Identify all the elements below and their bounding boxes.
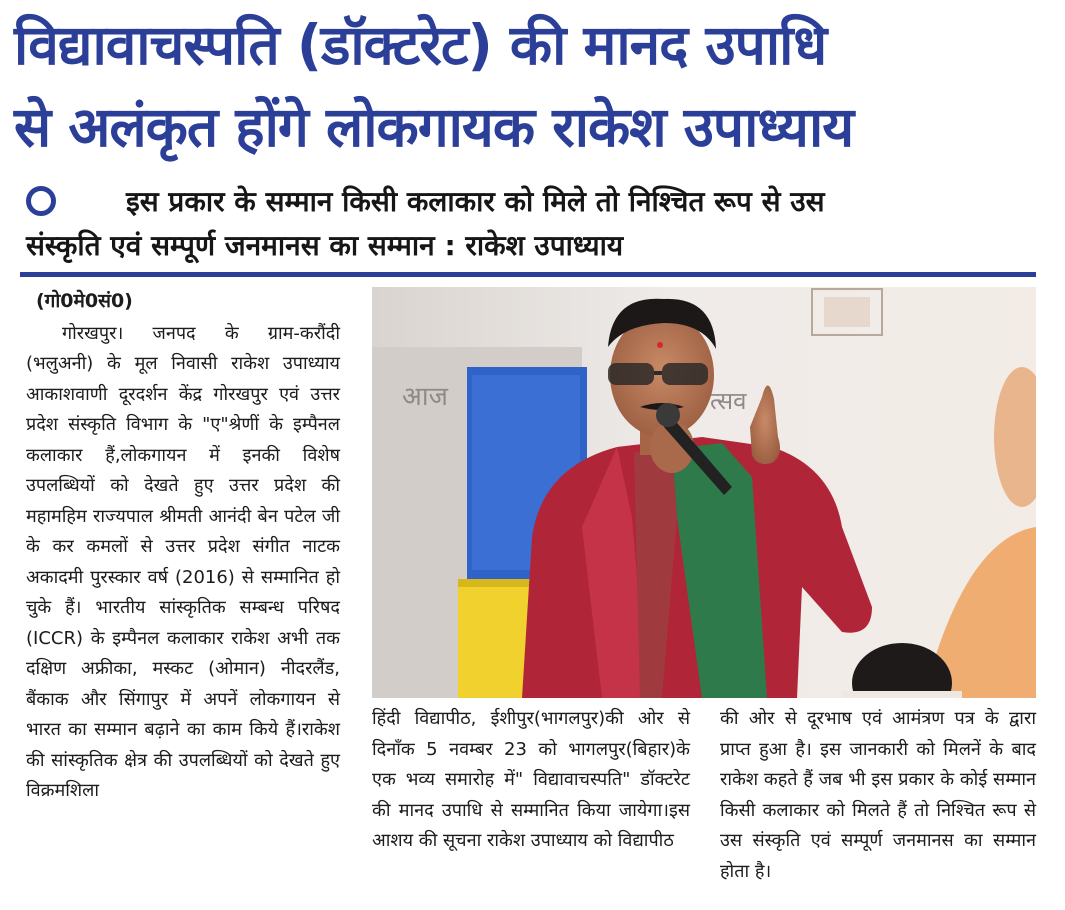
dateline: (गो0मे0सं0) — [36, 290, 133, 312]
section-divider — [20, 272, 1036, 277]
headline — [14, 4, 1054, 168]
article-photo — [372, 287, 1036, 698]
subheadline-line-2: संस्कृति एवं सम्पूर्ण जनमानस का सम्मान : राकेश उपाध्याय — [26, 229, 624, 262]
backdrop-text-left: आज — [402, 382, 448, 412]
headline-line-1: विद्यावाचस्पति (डॉक्टरेट) की मानद उपाधि — [14, 13, 827, 77]
subheadline-text-1: इस प्रकार के सम्मान किसी कलाकार को मिले तो निश्चित रूप से उस — [126, 185, 825, 218]
subheadline — [26, 180, 1038, 268]
article-column-left — [26, 286, 340, 807]
article-column-middle: हिंदी विद्यापीठ, ईशीपुर(भागलपुर)की ओर से दिनाँक 5 नवम्बर 23 को भागलपुर(बिहार)के एक भव्य समारोह में" विद्यावाचस्पति" डॉक्टरेट की मानद उपाधि से सम्मानित किया जायेगा।इस आशय की सूचना राकेश उपाध्याय को विद्यापीठ — [372, 708, 690, 851]
singer-photo-illustration — [372, 287, 1036, 698]
circle-bullet-icon — [26, 186, 56, 216]
subheadline-line-1 — [26, 180, 1038, 224]
backdrop-text-right: त्सव — [710, 387, 747, 415]
article-text-left: गोरखपुर। जनपद के ग्राम-करौंदी (भलुअनी) के मूल निवासी राकेश उपाध्याय आकाशवाणी दूरदर्शन केंद्र गोरखपुर एवं उत्तर प्रदेश संस्कृति विभाग के "ए"श्रेणीं के इम्पैनल कलाकार हैं,लोकगायन में इनकी विशेष उपलब्धियों को देखते हुए उत्तर प्रदेश की महामहिम राज्यपाल श्रीमती आनंदी बेन पटेल जी के कर कमलों से उत्तर प्रदेश संगीत नाटक अकादमी पुरस्कार वर्ष (2016) से सम्मानित हो चुके हैं। भारतीय सांस्कृतिक सम्बन्ध परिषद (ICCR) के इम्पैनल कलाकार राकेश अभी तक दक्षिण अफ्रीका, मस्कट (ओमान) नीदरलैंड, बैंकाक और सिंगापुर में अपनें लोकगायन से भारत का सम्मान बढ़ाने का काम किये हैं।राकेश की सांस्कृतिक क्षेत्र की उपलब्धियों को देखते हुए विक्रमशिला — [26, 322, 340, 801]
headline-line-2: से अलंकृत होंगे लोकगायक राकेश उपाध्याय — [14, 95, 854, 159]
article-column-right: की ओर से दूरभाष एवं आमंत्रण पत्र के द्वारा प्राप्त हुआ है। इस जानकारी को मिलनें के बाद राकेश कहते हैं जब भी इस प्रकार के कोई सम्मान किसी कलाकार को मिलते हैं तो निश्चित रूप से उस संस्कृति एवं सम्पूर्ण जनमानस का सम्मान होता है। — [720, 708, 1036, 882]
